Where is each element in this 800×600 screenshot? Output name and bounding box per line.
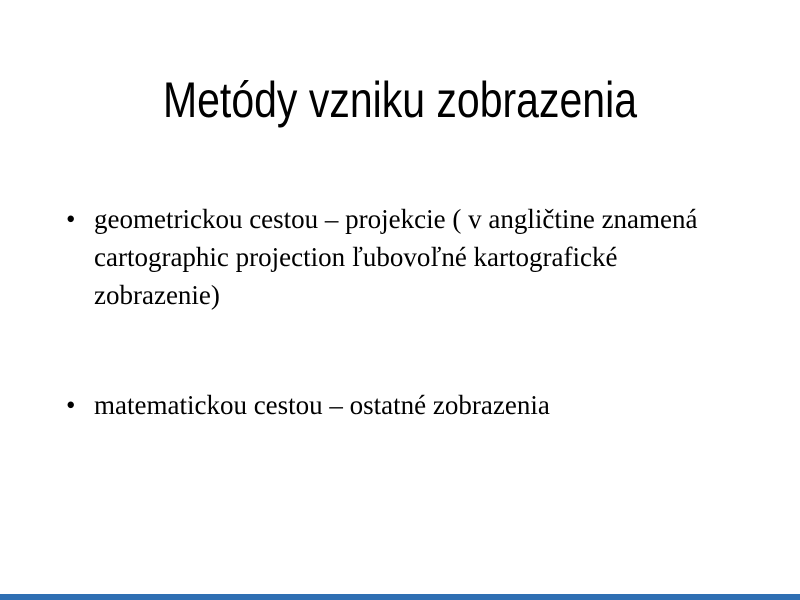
- bullet-list: [64, 200, 744, 424]
- bottom-accent-bar: [0, 594, 800, 600]
- list-item: [64, 386, 744, 424]
- bullet-icon: •: [66, 204, 76, 234]
- bullet-icon: •: [66, 390, 76, 420]
- list-item: [64, 200, 744, 314]
- bullet-text: geometrickou cestou – projekcie ( v angličtine znamená cartographic projection ľubovoľné kartografické zobrazenie): [94, 204, 698, 310]
- slide-title: Metódy vzniku zobrazenia: [162, 72, 638, 128]
- bullet-text: matematickou cestou – ostatné zobrazenia: [94, 390, 550, 420]
